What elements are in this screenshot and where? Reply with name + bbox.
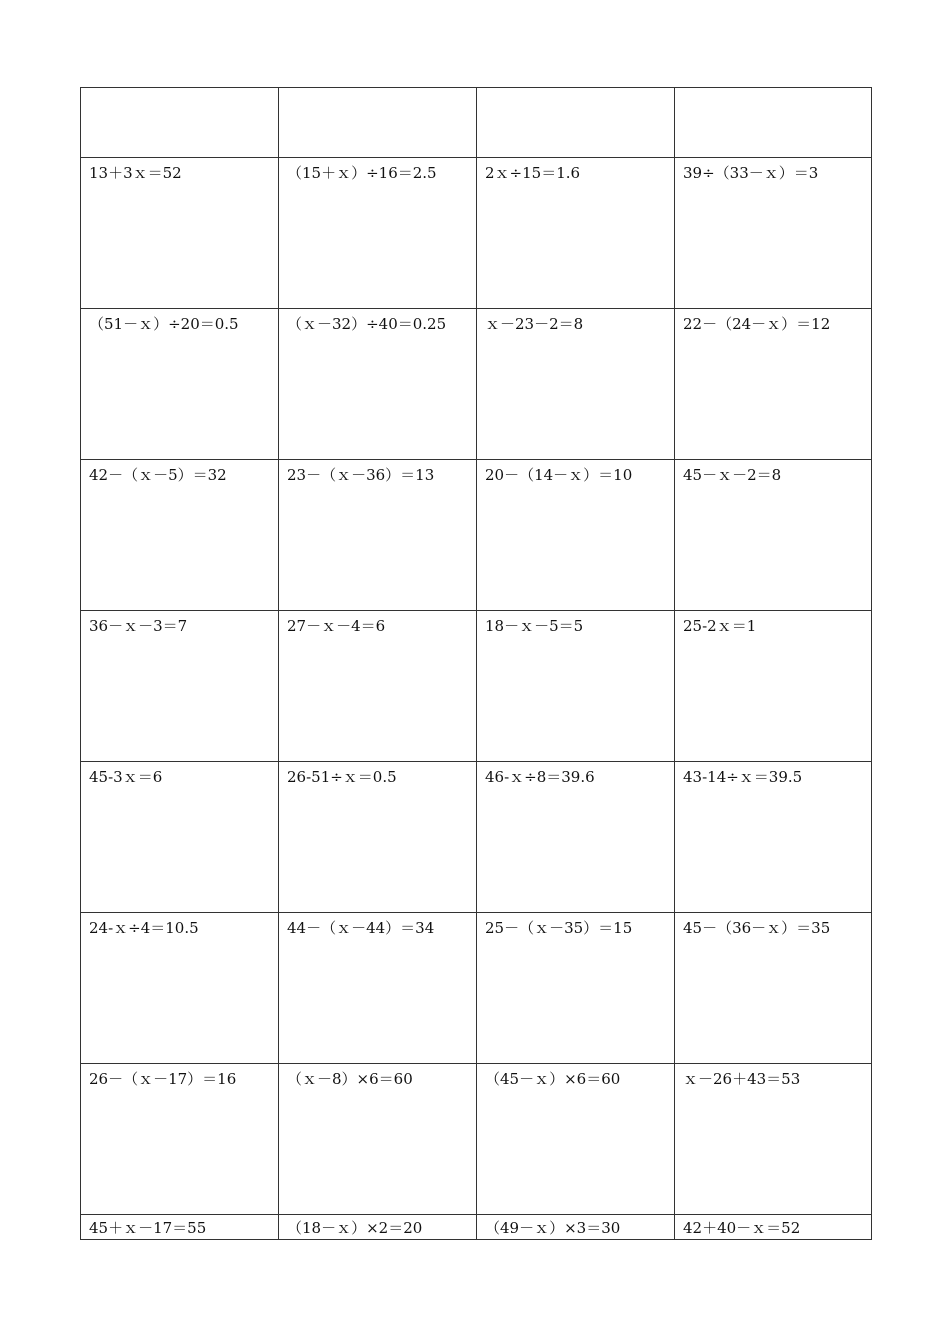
equation-cell: 25－（ｘ－35）＝15 [477, 913, 675, 1064]
equation-cell: （45－ｘ）×6＝60 [477, 1064, 675, 1215]
equation-cell: 18－ｘ－5＝5 [477, 611, 675, 762]
table-row [81, 1064, 872, 1215]
table-row [81, 1215, 872, 1240]
equation-cell: （49－ｘ）×3＝30 [477, 1215, 675, 1240]
table-cell [675, 88, 872, 158]
equation-cell: 45＋ｘ－17＝55 [81, 1215, 279, 1240]
equation-cell: 24-ｘ÷4＝10.5 [81, 913, 279, 1064]
equation-cell: （15＋ｘ）÷16＝2.5 [279, 158, 477, 309]
table-cell [81, 88, 279, 158]
equation-cell: （ｘ－32）÷40＝0.25 [279, 309, 477, 460]
equation-cell: （18－ｘ）×2＝20 [279, 1215, 477, 1240]
equation-cell: 45－（36－ｘ）＝35 [675, 913, 872, 1064]
equation-cell: 42＋40－ｘ＝52 [675, 1215, 872, 1240]
equation-cell: 2ｘ÷15＝1.6 [477, 158, 675, 309]
table-cell [279, 88, 477, 158]
table-cell [477, 88, 675, 158]
header-row [81, 88, 872, 158]
equation-cell: 26－（ｘ－17）＝16 [81, 1064, 279, 1215]
equation-cell: ｘ－23－2＝8 [477, 309, 675, 460]
table-row [81, 611, 872, 762]
equation-cell: （ｘ－8）×6＝60 [279, 1064, 477, 1215]
equation-cell: 42－（ｘ－5）＝32 [81, 460, 279, 611]
equation-cell: 20－（14－ｘ）＝10 [477, 460, 675, 611]
equation-cell: 44－（ｘ－44）＝34 [279, 913, 477, 1064]
equation-cell: ｘ－26＋43＝53 [675, 1064, 872, 1215]
equation-cell: 25-2ｘ＝1 [675, 611, 872, 762]
equation-worksheet-table [80, 87, 872, 1240]
equation-cell: 39÷（33－ｘ）＝3 [675, 158, 872, 309]
equation-cell: （51－ｘ）÷20＝0.5 [81, 309, 279, 460]
table-row [81, 158, 872, 309]
equation-cell: 43-14÷ｘ＝39.5 [675, 762, 872, 913]
table-row [81, 913, 872, 1064]
equation-cell: 46-ｘ÷8＝39.6 [477, 762, 675, 913]
equation-cell: 23－（ｘ－36）＝13 [279, 460, 477, 611]
equation-cell: 26-51÷ｘ＝0.5 [279, 762, 477, 913]
table-row [81, 309, 872, 460]
equation-cell: 45－ｘ－2＝8 [675, 460, 872, 611]
equation-cell: 22－（24－ｘ）＝12 [675, 309, 872, 460]
equation-cell: 45-3ｘ＝6 [81, 762, 279, 913]
equation-cell: 13＋3ｘ＝52 [81, 158, 279, 309]
equation-cell: 27－ｘ－4＝6 [279, 611, 477, 762]
equation-cell: 36－ｘ－3＝7 [81, 611, 279, 762]
table-row [81, 762, 872, 913]
table-row [81, 460, 872, 611]
